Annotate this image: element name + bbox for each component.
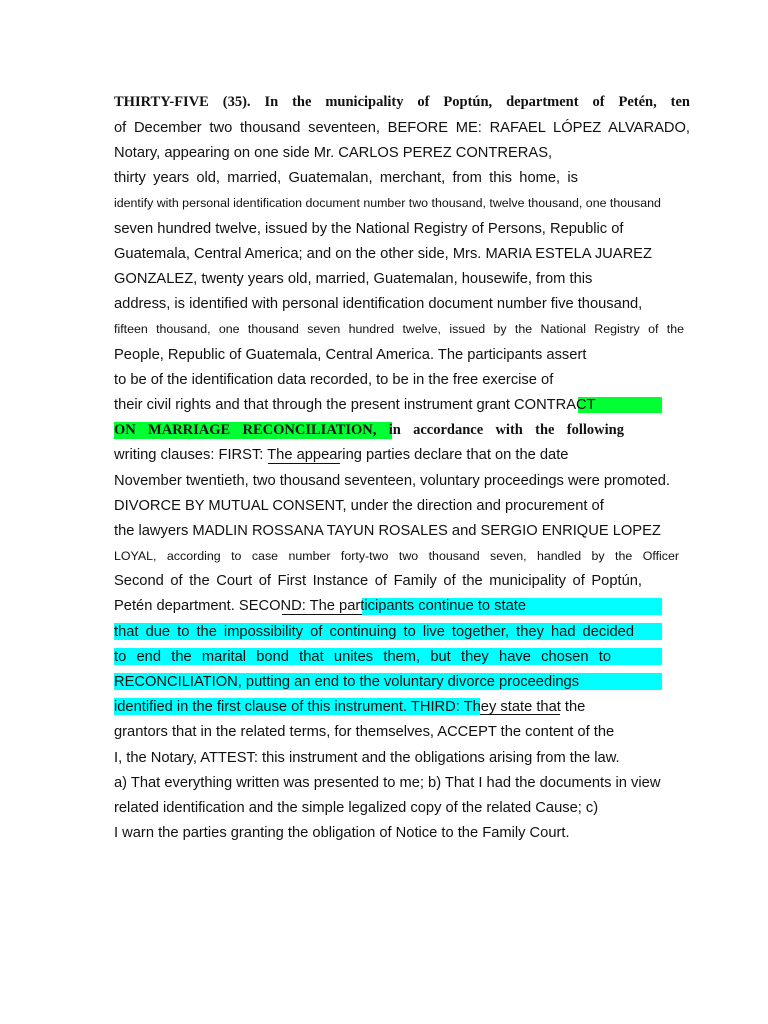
document-line: of December two thousand seventeen, BEFORE ME: RAFAEL LÓPEZ ALVARADO, <box>114 120 690 136</box>
document-line: identified in the first clause of this instrument. THIRD: They state that the <box>114 699 586 715</box>
document-line: GONZALEZ, twenty years old, married, Guatemalan, housewife, from this <box>114 271 593 287</box>
document-line: writing clauses: FIRST: The appearing parties declare that on the date <box>114 447 569 463</box>
document-line: Notary, appearing on one side Mr. CARLOS PEREZ CONTRERAS, <box>114 145 553 161</box>
document-line: LOYAL, according to case number forty-two two thousand seven, handled by the Officer <box>114 549 679 563</box>
document-line: the lawyers MADLIN ROSSANA TAYUN ROSALES and SERGIO ENRIQUE LOPEZ <box>114 523 661 539</box>
document-line: related identification and the simple legalized copy of the related Cause; c) <box>114 800 599 816</box>
document-line: to end the marital bond that unites them, but they have chosen to <box>114 649 611 665</box>
document-line: seven hundred twelve, issued by the National Registry of Persons, Republic of <box>114 221 624 237</box>
document-line: DIVORCE BY MUTUAL CONSENT, under the direction and procurement of <box>114 498 604 514</box>
document-heading-line: THIRTY-FIVE (35). In the municipality of Poptún, department of Petén, ten <box>114 94 690 110</box>
document-line: identify with personal identification document number two thousand, twelve thousand, one thousand <box>114 196 661 210</box>
document-line: I warn the parties granting the obligation of Notice to the Family Court. <box>114 825 570 841</box>
document-line: to be of the identification data recorded, to be in the free exercise of <box>114 372 554 388</box>
document-line: a) That everything written was presented to me; b) That I had the documents in view <box>114 775 661 791</box>
document-line: I, the Notary, ATTEST: this instrument and the obligations arising from the law. <box>114 750 620 766</box>
document-line: Petén department. SECOND: The participants continue to state <box>114 598 527 614</box>
document-line: People, Republic of Guatemala, Central America. The participants assert <box>114 347 587 363</box>
document-line: that due to the impossibility of continuing to live together, they had decided <box>114 624 634 640</box>
document-line: November twentieth, two thousand seventeen, voluntary proceedings were promoted. <box>114 473 670 489</box>
document-line: fifteen thousand, one thousand seven hundred twelve, issued by the National Registry of the <box>114 322 684 336</box>
document-line: RECONCILIATION, putting an end to the voluntary divorce proceedings <box>114 674 580 690</box>
document-line: ON MARRIAGE RECONCILIATION, in accordance with the following <box>114 422 624 438</box>
document-line: their civil rights and that through the present instrument grant CONTRACT <box>114 397 596 413</box>
document-line: Guatemala, Central America; and on the other side, Mrs. MARIA ESTELA JUAREZ <box>114 246 652 262</box>
document-line: grantors that in the related terms, for themselves, ACCEPT the content of the <box>114 724 615 740</box>
document-line: address, is identified with personal identification document number five thousand, <box>114 296 643 312</box>
document-line: thirty years old, married, Guatemalan, merchant, from this home, is <box>114 170 578 186</box>
document-line: Second of the Court of First Instance of Family of the municipality of Poptún, <box>114 573 642 589</box>
